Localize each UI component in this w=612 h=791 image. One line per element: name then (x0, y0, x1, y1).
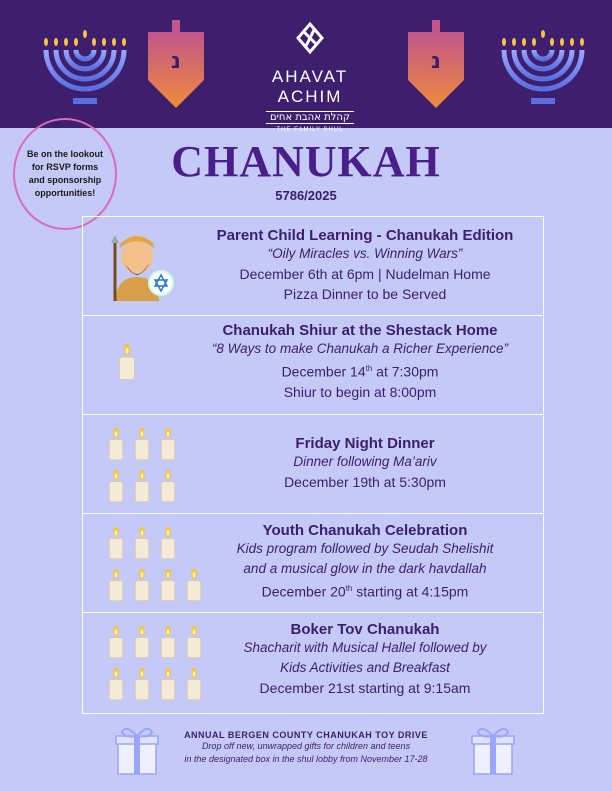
event-title: Youth Chanukah Celebration (262, 522, 468, 539)
event-title: Boker Tov Chanukah (290, 621, 440, 638)
candle-icon (107, 568, 125, 607)
candle-icon (117, 334, 137, 395)
candle-icon (159, 526, 177, 565)
candle-icon (107, 526, 125, 565)
event-date: December 20th starting at 4:15pm (261, 583, 469, 600)
menorah-icon (496, 22, 591, 112)
event-subtitle: Kids program followed by Seudah Shelishit (236, 541, 494, 556)
event-date: December 21st starting at 9:15am (259, 680, 471, 696)
event-subtitle: “Oily Miracles vs. Winning Wars” (267, 246, 463, 261)
events-table (82, 216, 544, 714)
event-note: Pizza Dinner to be Served (283, 286, 447, 302)
event-row (83, 217, 543, 316)
dreidel-icon (144, 18, 208, 110)
candle-icon (133, 526, 151, 565)
toy-drive-title: ANNUAL BERGEN COUNTY CHANUKAH TOY DRIVE (184, 730, 428, 740)
shul-logo (240, 20, 380, 133)
candle-icon (159, 427, 177, 466)
logo-name: AHAVAT ACHIM (271, 67, 349, 106)
candle-icon (133, 568, 151, 607)
page-title: CHANUKAH (171, 137, 441, 186)
event-row (83, 415, 543, 514)
event-date: December 14th at 7:30pm (281, 363, 439, 380)
candle-icon (159, 667, 177, 706)
toy-drive-line: in the designated box in the shul lobby from November 17-28 (184, 754, 428, 764)
event-note: Shiur to begin at 8:00pm (283, 383, 437, 400)
candle-icon (159, 625, 177, 664)
candle-icon (107, 427, 125, 466)
dreidel-icon (404, 18, 468, 110)
event-date: December 6th at 6pm | Nudelman Home (239, 266, 491, 282)
event-title: Parent Child Learning - Chanukah Edition (216, 227, 514, 244)
candle-icon (107, 667, 125, 706)
event-subtitle-2: and a musical glow in the dark havdallah (243, 561, 487, 576)
event-row (83, 613, 543, 713)
candle-icon (133, 469, 151, 508)
year-subtitle: 5786/2025 (275, 188, 337, 203)
dreidel-letter: נ (431, 49, 441, 74)
maccabee-icon (105, 229, 175, 301)
event-subtitle: Shacharit with Musical Hallel followed by (243, 640, 487, 655)
event-subtitle: “8 Ways to make Chanukah a Richer Experience” (211, 341, 509, 356)
dreidel-letter: נ (171, 49, 181, 74)
event-subtitle-2: Kids Activities and Breakfast (280, 660, 450, 675)
candle-icon (107, 469, 125, 508)
rsvp-callout: Be on the lookout for RSVP forms and sponsorship opportunities! (13, 118, 117, 230)
menorah-icon (38, 22, 133, 112)
header-banner (0, 0, 612, 133)
candle-icon (133, 625, 151, 664)
candle-icon (107, 625, 125, 664)
event-row (83, 316, 543, 415)
logo-mark-icon (292, 20, 328, 56)
candle-icon (159, 469, 177, 508)
candle-icon (133, 667, 151, 706)
candle-icon (159, 568, 177, 607)
event-title: Friday Night Dinner (295, 435, 435, 452)
logo-hebrew: קהלת אהבת אחים (266, 111, 354, 124)
event-row (83, 514, 543, 613)
event-date: December 19th at 5:30pm (284, 474, 446, 490)
gift-icon (470, 724, 516, 776)
candle-icon (133, 427, 151, 466)
event-title: Chanukah Shiur at the Shestack Home (222, 322, 498, 339)
logo-tagline: THE FAMILY SHUL (276, 127, 344, 133)
toy-drive (140, 730, 472, 766)
toy-drive-line: Drop off new, unwrapped gifts for children and teens (201, 741, 411, 751)
event-subtitle: Dinner following Ma’ariv (293, 454, 437, 469)
